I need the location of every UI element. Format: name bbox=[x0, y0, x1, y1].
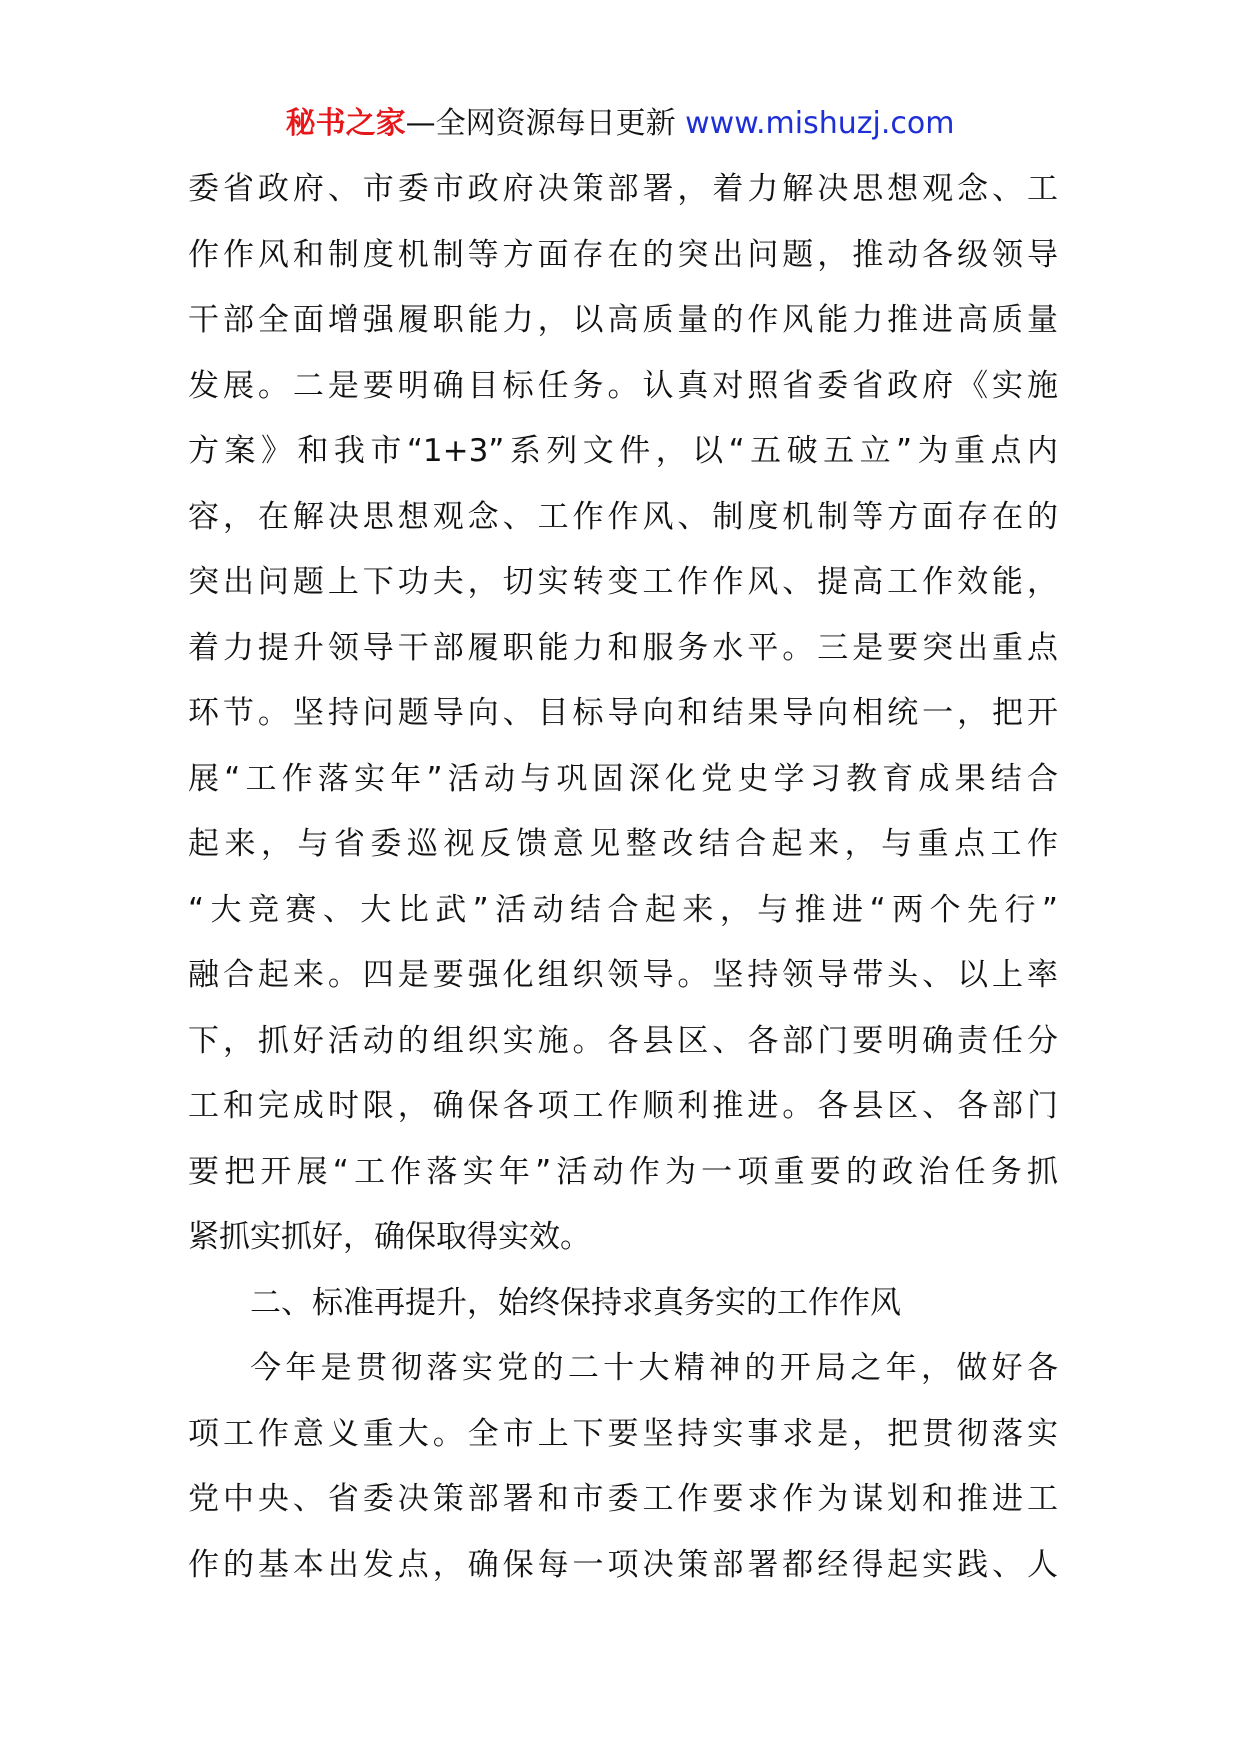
text-line: 发展。二是要明确目标任务。认真对照省委省政府《实施 bbox=[188, 367, 1058, 404]
header-tagline: —全网资源每日更新 bbox=[405, 106, 676, 141]
text-line: 展“工作落实年”活动与巩固深化党史学习教育成果结合 bbox=[188, 760, 1058, 797]
document-body bbox=[188, 157, 1058, 1598]
text-line: 工和完成时限，确保各项工作顺利推进。各县区、各部门 bbox=[188, 1088, 1058, 1124]
text-line: 容，在解决思想观念、工作作风、制度机制等方面存在的 bbox=[188, 498, 1058, 535]
text-line: 委省政府、市委市政府决策部署，着力解决思想观念、工 bbox=[188, 171, 1058, 207]
text-line: 作作风和制度机制等方面存在的突出问题，推动各级领导 bbox=[188, 236, 1058, 273]
brand-name: 秘书之家 bbox=[285, 106, 406, 141]
text-line: 起来，与省委巡视反馈意见整改结合起来，与重点工作 bbox=[188, 826, 1058, 862]
site-header bbox=[0, 104, 1240, 144]
text-line: 作的基本出发点，确保每一项决策部署都经得起实践、人 bbox=[188, 1546, 1058, 1583]
text-line: 方案》和我市“1+3”系列文件，以“五破五立”为重点内 bbox=[188, 433, 1058, 469]
text-line: 下，抓好活动的组织实施。各县区、各部门要明确责任分 bbox=[188, 1022, 1058, 1059]
text-line: 党中央、省委决策部署和市委工作要求作为谋划和推进工 bbox=[188, 1481, 1058, 1517]
text-line: 紧抓实抓好，确保取得实效。 bbox=[188, 1219, 591, 1255]
text-line: 今年是贯彻落实党的二十大精神的开局之年，做好各 bbox=[250, 1350, 1058, 1386]
text-line: 着力提升领导干部履职能力和服务水平。三是要突出重点 bbox=[188, 629, 1058, 666]
text-line: 融合起来。四是要强化组织领导。坚持领导带头、以上率 bbox=[188, 957, 1058, 993]
text-line: 环节。坚持问题导向、目标导向和结果导向相统一，把开 bbox=[188, 695, 1058, 731]
text-line: 干部全面增强履职能力，以高质量的作风能力推进高质量 bbox=[188, 302, 1058, 338]
section-heading: 二、标准再提升，始终保持求真务实的工作作风 bbox=[250, 1284, 901, 1321]
text-line: 突出问题上下功夫，切实转变工作作风、提高工作效能， bbox=[188, 564, 1058, 600]
text-line: “大竞赛、大比武”活动结合起来，与推进“两个先行” bbox=[188, 891, 1058, 928]
site-url[interactable]: www.mishuzj.com bbox=[685, 106, 955, 141]
text-line: 要把开展“工作落实年”活动作为一项重要的政治任务抓 bbox=[188, 1153, 1058, 1190]
text-line: 项工作意义重大。全市上下要坚持实事求是，把贯彻落实 bbox=[188, 1415, 1058, 1452]
